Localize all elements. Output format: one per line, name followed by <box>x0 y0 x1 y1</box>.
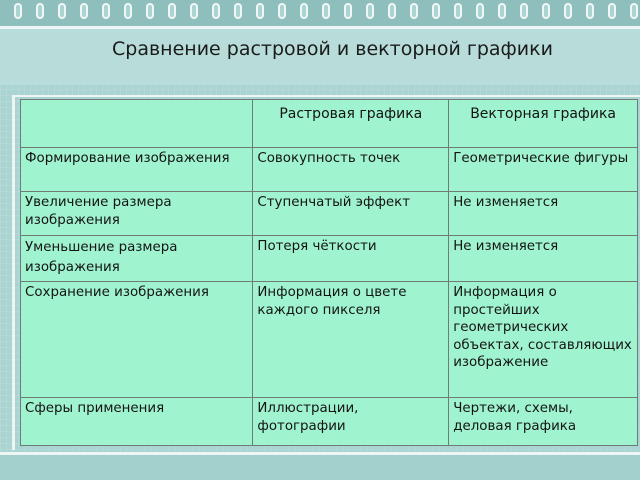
raster-cell: Совокупность точек <box>253 148 449 192</box>
binder-ring <box>102 3 110 19</box>
binder-ring <box>256 3 264 19</box>
raster-cell: Иллюстрации, фотографии <box>253 398 449 446</box>
binder-ring <box>498 3 506 19</box>
binder-ring <box>80 3 88 19</box>
binder-ring <box>388 3 396 19</box>
comparison-table <box>20 99 638 446</box>
binder-ring <box>322 3 330 19</box>
binder-ring <box>36 3 44 19</box>
binder-ring <box>344 3 352 19</box>
binder-ring <box>564 3 572 19</box>
table-row <box>21 282 638 398</box>
binder-ring <box>278 3 286 19</box>
table-header-row <box>21 100 638 148</box>
binder-ring <box>300 3 308 19</box>
binder-ring <box>410 3 418 19</box>
binder-ring <box>586 3 594 19</box>
criterion-cell: Увеличение размера изображения <box>21 192 253 236</box>
vector-cell: Информация о простейших геометрических объектах, составляющих изображение <box>449 282 638 398</box>
binder-ring <box>542 3 550 19</box>
vector-cell: Не изменяется <box>449 236 638 282</box>
raster-cell: Ступенчатый эффект <box>253 192 449 236</box>
header-raster: Растровая графика <box>253 100 449 148</box>
binder-ring <box>520 3 528 19</box>
binder-ring <box>454 3 462 19</box>
binder-ring <box>124 3 132 19</box>
table-row <box>21 148 638 192</box>
header-vector: Векторная графика <box>449 100 638 148</box>
table-row <box>21 398 638 446</box>
binder-ring <box>212 3 220 19</box>
table-row <box>21 236 638 282</box>
binder-ring <box>168 3 176 19</box>
vector-cell: Не изменяется <box>449 192 638 236</box>
binder-ring <box>146 3 154 19</box>
binder-ring <box>432 3 440 19</box>
header-empty-cell <box>21 100 253 148</box>
criterion-cell: Формирование изображения <box>21 148 253 192</box>
bottom-strip <box>0 455 640 480</box>
binder-rings <box>0 0 640 26</box>
binder-ring <box>366 3 374 19</box>
raster-cell: Информация о цвете каждого пикселя <box>253 282 449 398</box>
slide-title: Сравнение растровой и векторной графики <box>112 38 553 60</box>
binder-ring <box>190 3 198 19</box>
raster-cell: Потеря чёткости <box>253 236 449 282</box>
binder-ring <box>58 3 66 19</box>
vector-cell: Чертежи, схемы, деловая графика <box>449 398 638 446</box>
binder-ring <box>608 3 616 19</box>
criterion-cell: Уменьшение размера изображения <box>21 236 253 282</box>
binder-ring <box>476 3 484 19</box>
criterion-cell: Сохранение изображения <box>21 282 253 398</box>
binder-ring <box>630 3 638 19</box>
binder-ring <box>14 3 22 19</box>
vector-cell: Геометрические фигуры <box>449 148 638 192</box>
table-row <box>21 192 638 236</box>
criterion-cell: Сферы применения <box>21 398 253 446</box>
binder-ring <box>234 3 242 19</box>
